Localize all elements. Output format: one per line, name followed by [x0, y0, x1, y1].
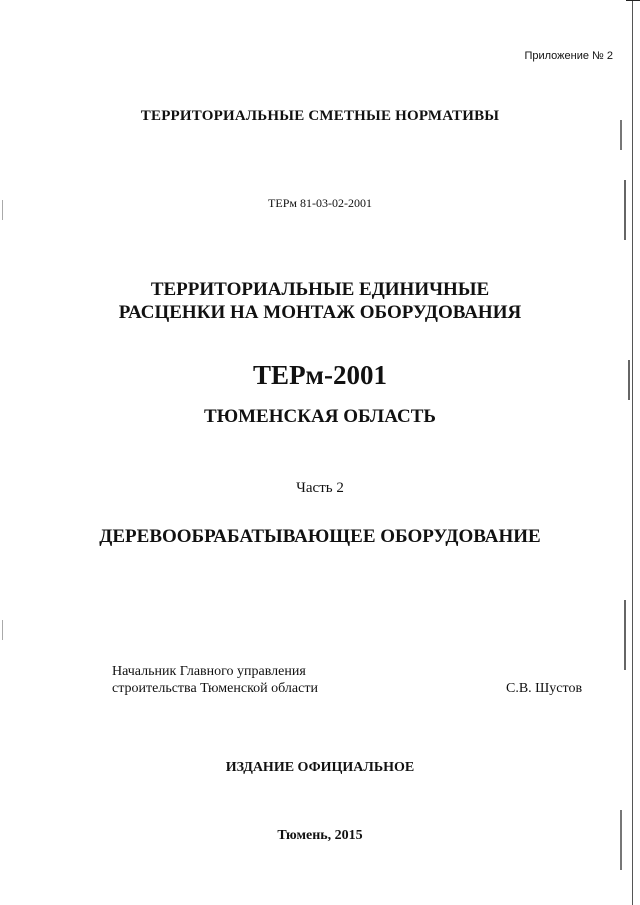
scan-speck: [2, 620, 3, 640]
scan-edge-top-right: [626, 0, 640, 1]
edition-label: ИЗДАНИЕ ОФИЦИАЛЬНОЕ: [225, 760, 415, 775]
signatory-position-line-2: строительства Тюменской области: [112, 681, 318, 696]
signatory-name: С.В. Шустов: [506, 681, 583, 696]
scan-speck: [624, 600, 626, 670]
appendix-label: Приложение № 2: [524, 50, 613, 62]
title-line-2: РАСЦЕНКИ НА МОНТАЖ ОБОРУДОВАНИЯ: [118, 302, 522, 323]
big-code: ТЕРм-2001: [253, 360, 387, 390]
document-title: [0, 278, 640, 324]
subject-title: ДЕРЕВООБРАБАТЫВАЮЩЕЕ ОБОРУДОВАНИЕ: [99, 526, 541, 547]
part-label: Часть 2: [296, 480, 344, 496]
signatory-position-line-1: Начальник Главного управления: [112, 664, 306, 679]
norms-heading: ТЕРРИТОРИАЛЬНЫЕ СМЕТНЫЕ НОРМАТИВЫ: [140, 108, 500, 124]
region-name: ТЮМЕНСКАЯ ОБЛАСТЬ: [204, 406, 436, 427]
title-line-1: ТЕРРИТОРИАЛЬНЫЕ ЕДИНИЧНЫЕ: [150, 279, 490, 300]
place-year: Тюмень, 2015: [277, 828, 363, 843]
document-code: ТЕРм 81-03-02-2001: [268, 196, 372, 210]
